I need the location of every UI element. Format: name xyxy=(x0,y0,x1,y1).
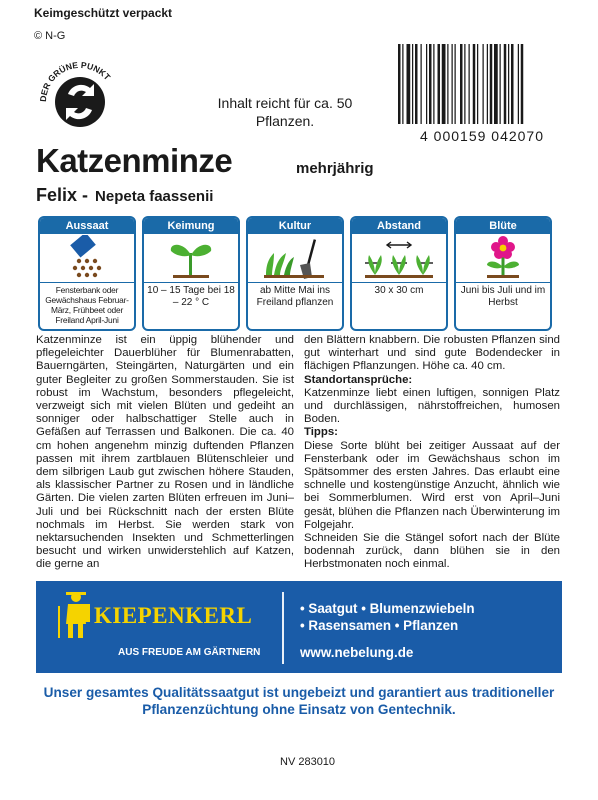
info-box-title: Blüte xyxy=(456,218,550,234)
info-box-title: Keimung xyxy=(144,218,238,234)
variety-name: Felix - xyxy=(36,185,89,205)
copyright-note: © N-G xyxy=(34,30,66,42)
spade-plants-icon xyxy=(260,235,330,281)
brand-name: KIEPENKERL xyxy=(94,603,253,628)
barcode-number: 4 000159 042070 xyxy=(420,128,544,144)
spacing-arrows-icon xyxy=(361,235,437,281)
info-box-bluete xyxy=(454,216,552,331)
description-right xyxy=(304,334,560,572)
info-box-abstand xyxy=(350,216,448,331)
latin-name: Nepeta faassenii xyxy=(95,188,214,205)
product-duration: mehrjährig xyxy=(296,160,374,177)
gruene-punkt-icon xyxy=(32,50,128,146)
info-boxes xyxy=(38,216,548,329)
tips-text: Diese Sorte blüht bei zeitiger Aussaat auf der Fensterbank oder im Gewächshaus schon im Spätsommer des ersten Jahres. Das erlaubt eine schnelle und kostengünstige Anzucht, ähnlich wie bei Sommerblumen. Wird erst von April–Juni gesät, blühen die Pflanzen nach Überwinterung im Folgejahr. xyxy=(304,439,560,531)
info-box-title: Kultur xyxy=(248,218,342,234)
brand-products-line: • Saatgut • Blumenzwiebeln xyxy=(300,601,475,616)
info-box-aussaat xyxy=(38,216,136,331)
location-heading: Standortansprüche: xyxy=(304,373,413,386)
tips-heading: Tipps: xyxy=(304,426,338,439)
description-text: Katzenminze ist ein üppig blühender und pflegeleichter Dauerblüher für Blumenrabatten, Bauerngärten, Steingärten, Naturgärten und ein guter Begleiter zu großen Sommerstauden. Sie ist robust im Wachstum, besonders pflegeleicht, verzweigt sich mit vielen Blüten und gedeiht an sonniger oder halbschattiger Stelle auch in Gefäßen auf Terrassen und Balkonen. Die ca. 40 cm hohen angenehm minzig duftenden Pflanzen passen mit ihrem zartblauen Blütenschleier und dem silbrigen Laub gut zwischen höhere Stauden, als klassischer Partner zu Rosen und in ländliche Gärten. Die vielen zarten Blüten erfreuen im Juni–Juli und bei Rückschnitt nach der ersten Blüte nochmals im Herbst. Sie werden stark von nektarsuchenden Insekten und Schmetterlingen besucht und wirken unwiderstehlich auf Katzen, die gerne an xyxy=(36,334,294,571)
info-box-title: Aussaat xyxy=(40,218,134,234)
kiepenkerl-figure-icon xyxy=(56,590,94,640)
flower-icon xyxy=(473,235,533,281)
info-box-keimung xyxy=(142,216,240,331)
tips-text-cut: Schneiden Sie die Stängel sofort nach der Blüte bodennah zurück, dann blühen sie in den Herbstmonaten noch einmal. xyxy=(304,532,560,571)
brand-tagline: AUS FREUDE AM GÄRTNERN xyxy=(118,647,261,658)
info-box-title: Abstand xyxy=(352,218,446,234)
info-box-text: 30 x 30 cm xyxy=(352,282,446,299)
info-box-kultur xyxy=(246,216,344,331)
seedling-icon xyxy=(161,235,221,281)
brand-products xyxy=(300,600,475,634)
article-number: NV 283010 xyxy=(280,756,336,768)
product-name: Katzenminze xyxy=(36,142,233,179)
quality-note: Unser gesamtes Qualitätssaatgut ist ungebeizt und garantiert aus traditioneller Pflanzenzüchtung ohne Einsatz von Gentechnik. xyxy=(43,685,555,717)
info-box-text: 10 – 15 Tage bei 18 – 22 ° C xyxy=(144,282,238,311)
content-note: Inhalt reicht für ca. 50 Pflanzen. xyxy=(217,95,353,129)
gruene-punkt-text: DER GRÜNE PUNKT xyxy=(37,59,113,103)
brand-divider xyxy=(282,592,284,664)
seed-packet-icon xyxy=(57,235,117,281)
brand-url: www.nebelung.de xyxy=(300,645,414,660)
location-text: Katzenminze liebt einen luftigen, sonnigen Platz und durchlässigen, nährstoffreichen, humosen Boden. xyxy=(304,386,560,426)
brand-products-line: • Rasensamen • Pflanzen xyxy=(300,618,459,633)
description-continued: den Blättern knabbern. Die robusten Pflanzen sind gut winterhart und sind gute Bodendecker in flächigen Pflanzungen. Höhe ca. 40 cm. xyxy=(304,334,560,373)
info-box-text: Juni bis Juli und im Herbst xyxy=(456,282,550,311)
packaging-note: Keimgeschützt verpackt xyxy=(34,6,173,20)
info-box-text: Fensterbank oder Gewächshaus Februar-März, Frühbeet oder Freiland April-Juni xyxy=(40,282,134,327)
info-box-text: ab Mitte Mai ins Freiland pflanzen xyxy=(248,282,342,311)
variety-line xyxy=(36,185,213,206)
description-left xyxy=(36,334,294,572)
barcode-icon xyxy=(396,44,566,124)
